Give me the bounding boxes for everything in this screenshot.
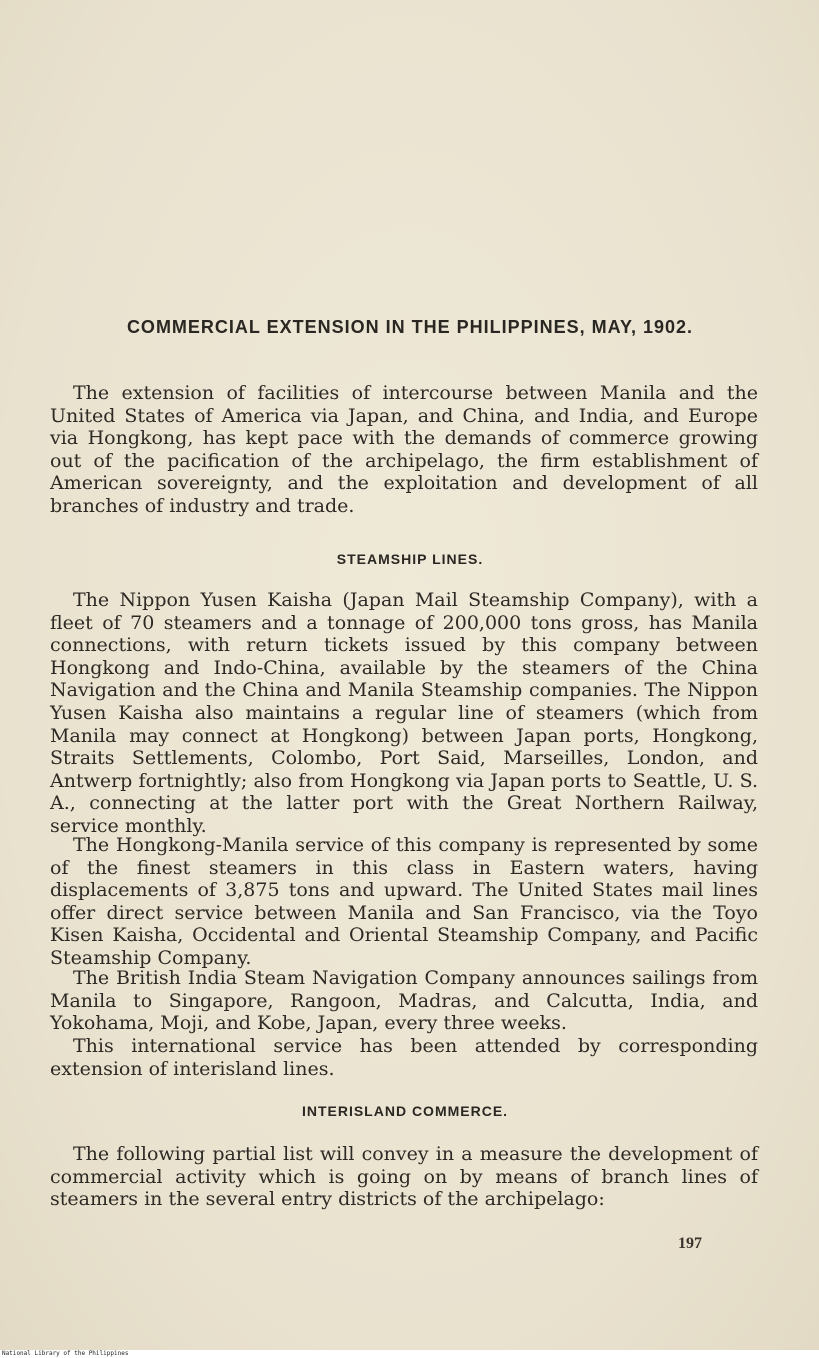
page-number: 197 (678, 1235, 702, 1252)
steamship-paragraph-2: The Hongkong-Manila service of this company is represented by some of the finest steamers in this class in Eastern waters, having displacements of 3,875 tons and upward. The United States mail lines offer direct service between Manila and San Francisco, via the Toyo Kisen Kaisha, Occidental and Oriental Steamship Company, and Pacific Steamship Company. (50, 834, 758, 969)
interisland-paragraph-1: The following partial list will convey in a measure the development of commercial activity which is going on by means of branch lines of steamers in the several entry districts of the archipelago: (50, 1143, 758, 1211)
document-title: COMMERCIAL EXTENSION IN THE PHILIPPINES, MAY, 1902. (126, 317, 694, 337)
section-heading-interisland-commerce: INTERISLAND COMMERCE. (301, 1103, 509, 1119)
intro-paragraph: The extension of facilities of intercourse between Manila and the United States of America via Japan, and China, and India, and Europe via Hongkong, has kept pace with the demands of commerce growing out of the pacification of the archipelago, the firm establishment of American sovereignty, and the exploitation and development of all branches of industry and trade. (50, 382, 758, 517)
steamship-paragraph-4: This international service has been attended by corresponding extension of interisland lines. (50, 1035, 758, 1080)
steamship-paragraph-1: The Nippon Yusen Kaisha (Japan Mail Steamship Company), with a fleet of 70 steamers and a tonnage of 200,000 tons gross, has Manila connections, with return tickets issued by this company between Hongkong and Indo-China, available by the steamers of the China Navigation and the China and Manila Steamship companies. The Nippon Yusen Kaisha also maintains a regular line of steamers (which from Manila may connect at Hongkong) between Japan ports, Hongkong, Straits Settlements, Colombo, Port Said, Marseilles, London, and Antwerp fortnightly; also from Hongkong via Japan ports to Seattle, U. S. A., connecting at the latter port with the Great Northern Railway, service monthly. (50, 589, 758, 837)
section-heading-steamship-lines: STEAMSHIP LINES. (336, 551, 484, 567)
library-credit: National Library of the Philippines (2, 1350, 129, 1357)
steamship-paragraph-3: The British India Steam Navigation Company announces sailings from Manila to Singapore, Rangoon, Madras, and Calcutta, India, and Yokohama, Moji, and Kobe, Japan, every three weeks. (50, 967, 758, 1035)
